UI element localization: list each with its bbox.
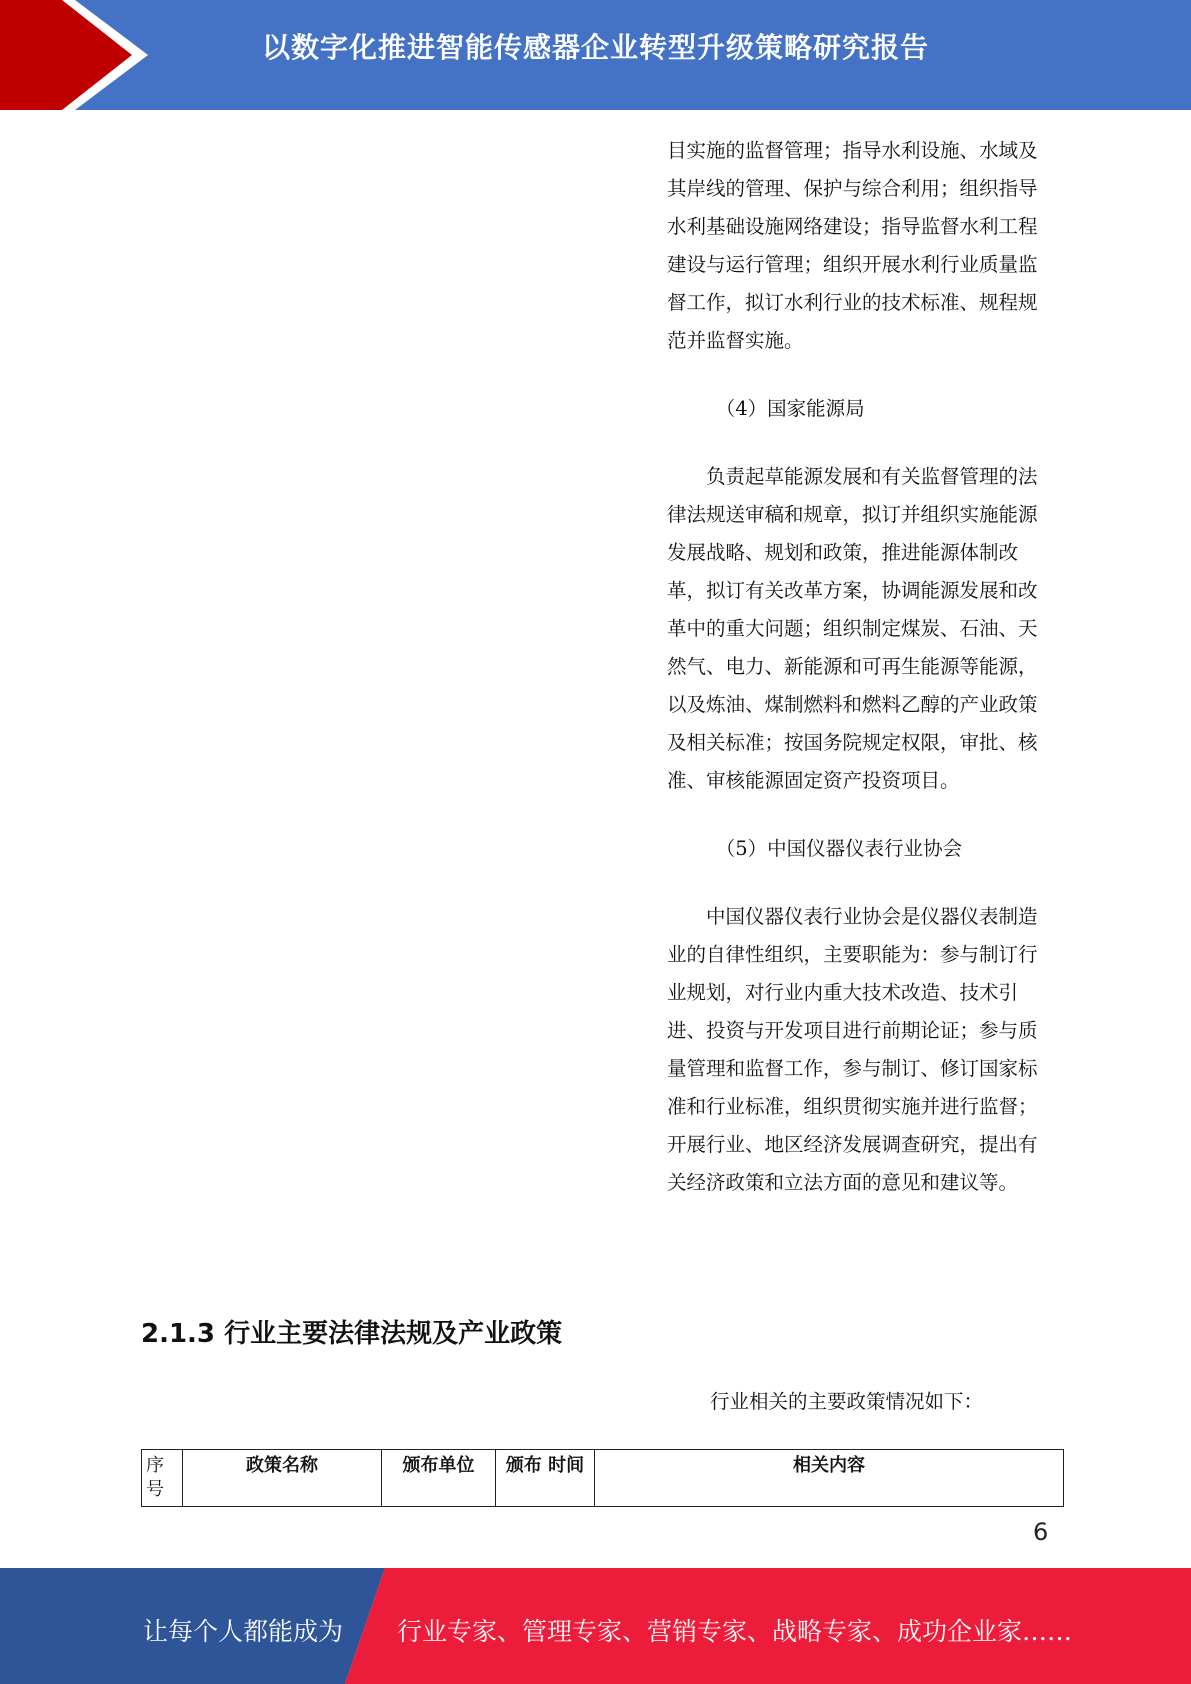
table-header-row: [142, 1450, 1064, 1507]
section-intro: 行业相关的主要政策情况如下：: [710, 1390, 984, 1413]
paragraph-national-energy-administration: 负责起草能源发展和有关监督管理的法律法规送审稿和规章，拟订并组织实施能源发展战略、规划和政策，推进能源体制改革，拟订有关改革方案，协调能源发展和改革中的重大问题；组织制定煤炭、石油、天然气、电力、新能源和可再生能源等能源，以及炼油、煤制燃料和燃料乙醇的产业政策及相关标准；按国务院规定权限，审批、核准、审核能源固定资产投资项目。: [667, 465, 1038, 792]
header-title: 以数字化推进智能传感器企业转型升级策略研究报告: [262, 31, 930, 64]
policy-table: [141, 1449, 1064, 1507]
section-title: 2.1.3 行业主要法律法规及产业政策: [141, 1319, 563, 1349]
column-header-seq: 序号: [142, 1450, 183, 1507]
heading-national-energy-administration: （4）国家能源局: [715, 397, 865, 420]
column-header-issuer: 颁布单位: [382, 1450, 496, 1507]
footer-slogan-left: 让每个人都能成为: [143, 1617, 344, 1646]
paragraph-instrument-association: 中国仪器仪表行业协会是仪器仪表制造业的自律性组织，主要职能为：参与制订行业规划，对行业内重大技术改造、技术引进、投资与开发项目进行前期论证；参与质量管理和监督工作，参与制订、修订国家标准和行业标准，组织贯彻实施并进行监督；开展行业、地区经济发展调查研究，提出有关经济政策和立法方面的意见和建议等。: [667, 905, 1038, 1194]
heading-instrument-association: （5）中国仪器仪表行业协会: [715, 837, 963, 860]
page-footer: [0, 1568, 1191, 1684]
column-header-date: 颁布 时间: [496, 1450, 595, 1507]
body-text: [667, 132, 1047, 1202]
footer-slogan-right: 行业专家、管理专家、营销专家、战略专家、成功企业家……: [397, 1617, 1073, 1646]
column-header-content: 相关内容: [595, 1450, 1064, 1507]
column-header-policy-name: 政策名称: [183, 1450, 382, 1507]
paragraph-water-resources-continued: 目实施的监督管理；指导水利设施、水域及其岸线的管理、保护与综合利用；组织指导水利基础设施网络建设；指导监督水利工程建设与运行管理；组织开展水利行业质量监督工作，拟订水利行业的技术标准、规程规范并监督实施。: [667, 139, 1038, 352]
page-header: [0, 0, 1191, 110]
page-number: 6: [1033, 1518, 1049, 1546]
